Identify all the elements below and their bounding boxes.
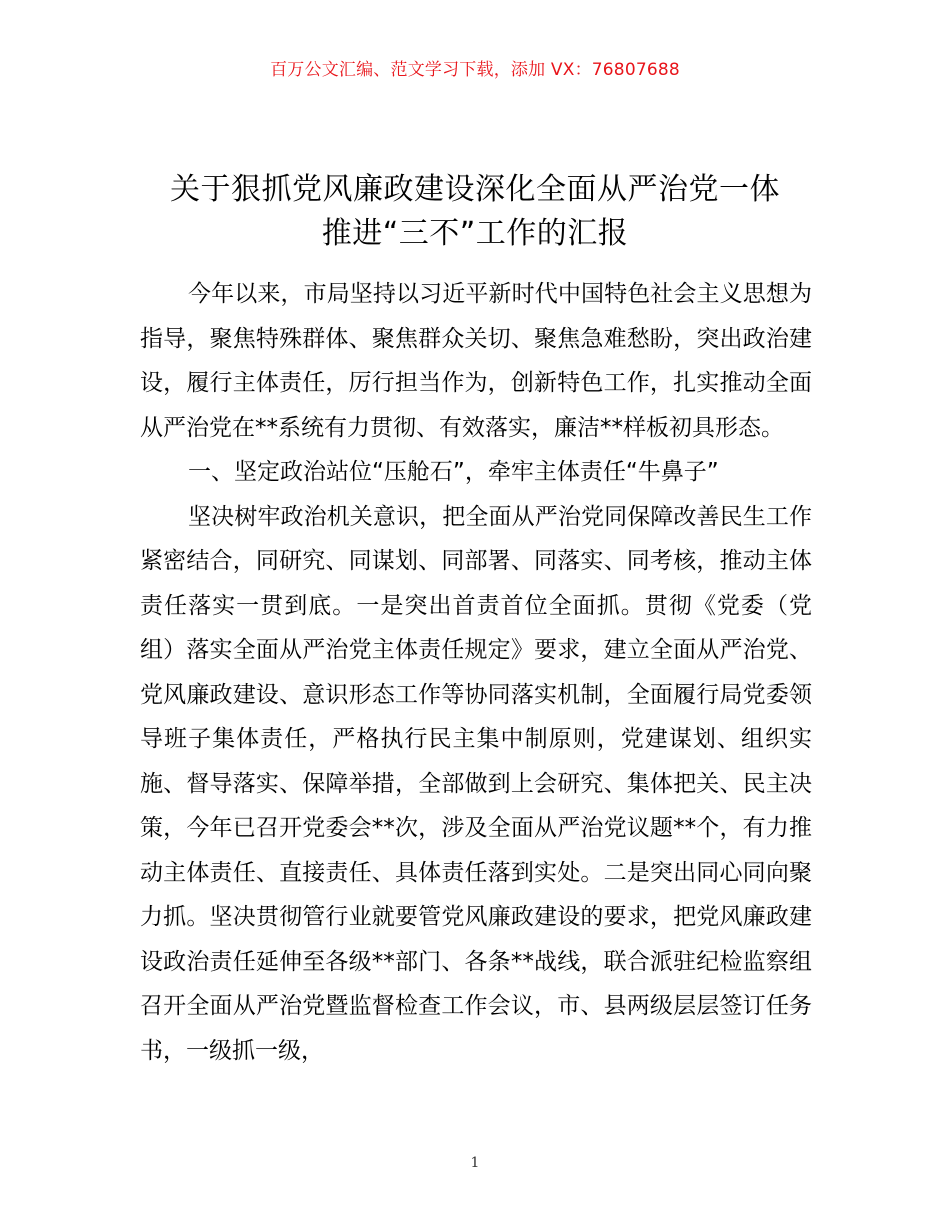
watermark-header: 百万公文汇编、范文学习下载，添加 VX：76807688: [270, 60, 680, 80]
document-title: [0, 168, 950, 256]
page-number: 1: [470, 1155, 480, 1171]
intro-paragraph: 今年以来，市局坚持以习近平新时代中国特色社会主义思想为指导，聚焦特殊群体、聚焦群众关切、聚焦急难愁盼，突出政治建设，履行主体责任，厉行担当作为，创新特色工作，扎实推动全面从严治党在**系统有力贯彻、有效落实，廉洁**样板初具形态。: [140, 281, 812, 441]
title-line-1: 关于狠抓党风廉政建设深化全面从严治党一体: [170, 172, 780, 207]
document-body: [140, 272, 812, 1073]
title-line-2: 推进“三不”工作的汇报: [321, 216, 629, 251]
section-1-paragraph: 坚决树牢政治机关意识，把全面从严治党同保障改善民生工作紧密结合，同研究、同谋划、同部署、同落实、同考核，推动主体责任落实一贯到底。一是突出首责首位全面抓。贯彻《党委（党组）落实全面从严治党主体责任规定》要求，建立全面从严治党、党风廉政建设、意识形态工作等协同落实机制，全面履行局党委领导班子集体责任，严格执行民主集中制原则，党建谋划、组织实施、督导落实、保障举措，全部做到上会研究、集体把关、民主决策，今年已召开党委会**次，涉及全面从严治党议题**个，有力推动主体责任、直接责任、具体责任落到实处。二是突出同心同向聚力抓。坚决贯彻管行业就要管党风廉政建设的要求，把党风廉政建设政治责任延伸至各级**部门、各条**战线，联合派驻纪检监察组召开全面从严治党暨监督检查工作会议，市、县两级层层签订任务书，一级抓一级，: [140, 503, 812, 1064]
section-heading-1: 一、坚定政治站位“压舱石”，牵牢主体责任“牛鼻子”: [188, 459, 719, 485]
